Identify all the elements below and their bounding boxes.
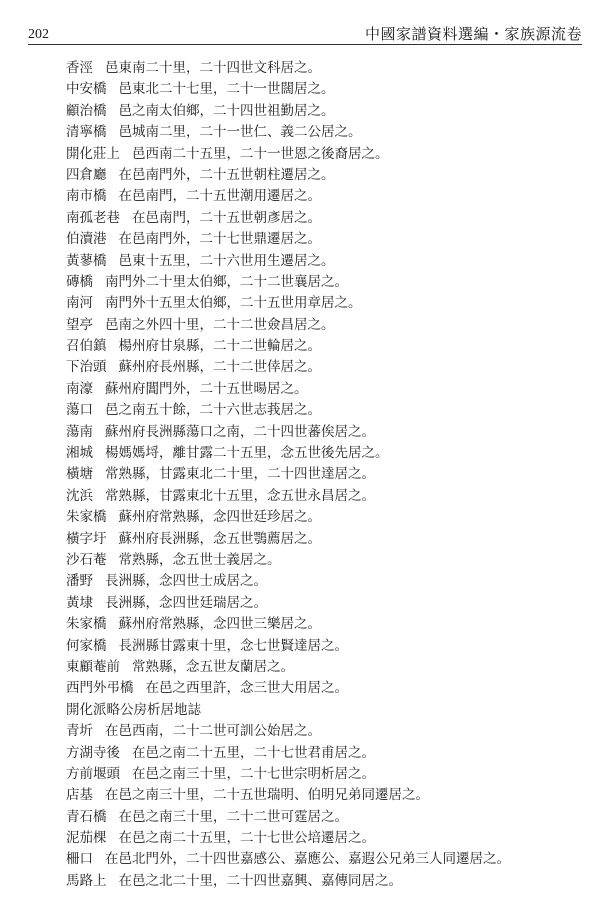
place-name: 何家橋	[66, 637, 107, 654]
list-item	[66, 357, 576, 378]
place-name: 泥茄棵	[66, 830, 107, 847]
list-item	[66, 443, 576, 464]
place-description: 長洲縣，念四世廷瑞居之。	[105, 594, 267, 611]
list-item	[66, 186, 576, 207]
place-description: 蘇州府閶門外，二十五世暘居之。	[105, 380, 308, 397]
place-name: 南孤老巷	[66, 209, 120, 226]
page-body	[66, 58, 576, 892]
list-item	[66, 422, 576, 443]
list-item	[66, 721, 576, 742]
place-description: 邑東北二十七里，二十一世闊居之。	[118, 81, 335, 98]
place-description: 常熟縣，甘露東北二十里，二十四世達居之。	[105, 466, 375, 483]
list-item	[66, 785, 576, 806]
list-item	[66, 122, 576, 143]
list-item	[66, 58, 576, 79]
list-item	[66, 636, 576, 657]
place-name: 四倉廳	[66, 166, 107, 183]
place-name: 方湖寺後	[66, 744, 120, 761]
list-item	[66, 101, 576, 122]
section-heading: 開化派略公房析居地誌	[66, 701, 201, 718]
place-name: 召伯鎮	[66, 338, 107, 355]
section-entries-list	[66, 721, 576, 892]
place-description: 在邑北門外，二十四世嘉感公、嘉應公、嘉遐公兄弟三人同遷居之。	[105, 851, 510, 868]
place-description: 蘇州府長洲縣蕩口之南，二十四世蕃俟居之。	[105, 423, 375, 440]
running-title: 中國家譜資料選編・家族源流卷	[364, 25, 582, 43]
place-description: 在邑西南，二十二世可訓公始居之。	[105, 723, 321, 740]
place-name: 方前堰頭	[66, 765, 120, 782]
place-description: 常熟縣，念五世友蘭居之。	[132, 658, 294, 675]
place-description: 邑東十五里，二十六世用生遷居之。	[118, 252, 335, 269]
page-header	[28, 18, 582, 42]
place-description: 長洲縣甘露東十里，念七世賢達居之。	[118, 637, 348, 654]
list-item	[66, 550, 576, 571]
place-name: 清寧橋	[66, 124, 107, 141]
list-item	[66, 849, 576, 870]
list-item	[66, 529, 576, 550]
place-name: 黃埭	[66, 594, 93, 611]
list-item	[66, 379, 576, 400]
place-name: 青石橋	[66, 808, 107, 825]
place-description: 在邑南門，二十五世朝彥居之。	[132, 209, 321, 226]
place-name: 下治頭	[66, 359, 107, 376]
place-description: 邑南之外四十里，二十二世僉昌居之。	[105, 316, 335, 333]
place-description: 蘇州府常熟縣，念四世三樂居之。	[118, 616, 321, 633]
place-name: 馬路上	[66, 872, 107, 889]
list-item	[66, 828, 576, 849]
place-description: 蘇州府常熟縣，念四世廷珍居之。	[118, 509, 321, 526]
list-item	[66, 464, 576, 485]
place-name: 湘城	[66, 445, 93, 462]
place-name: 磚橋	[66, 273, 93, 290]
list-item	[66, 507, 576, 528]
list-item	[66, 614, 576, 635]
place-description: 在邑之南三十里，二十七世宗明析居之。	[132, 765, 375, 782]
place-name: 沈浜	[66, 487, 93, 504]
place-description: 在邑南門，二十五世潮用遷居之。	[118, 188, 321, 205]
list-item	[66, 208, 576, 229]
list-item	[66, 400, 576, 421]
list-item	[66, 807, 576, 828]
place-name: 蕩南	[66, 423, 93, 440]
list-item	[66, 678, 576, 699]
place-name: 西門外弔橋	[66, 680, 134, 697]
place-description: 蘇州府長洲縣，念五世鶚薦居之。	[118, 530, 321, 547]
place-description: 蘇州府長州縣，二十二世倖居之。	[118, 359, 321, 376]
list-item	[66, 657, 576, 678]
place-name: 柵口	[66, 851, 93, 868]
place-name: 朱家橋	[66, 616, 107, 633]
place-description: 常熟縣，念五世士義居之。	[118, 551, 281, 568]
place-name: 開化莊上	[66, 145, 120, 162]
place-description: 在邑之北二十里，二十四世嘉興、嘉傳同居之。	[118, 872, 402, 889]
place-name: 蕩口	[66, 402, 93, 419]
place-description: 邑西南二十五里，二十一世恩之後裔居之。	[132, 145, 389, 162]
place-description: 在邑之南三十里，二十二世可霆居之。	[118, 808, 348, 825]
place-description: 在邑之南三十里，二十五世瑞明、伯明兄弟同遷居之。	[105, 787, 429, 804]
list-item	[66, 743, 576, 764]
entries-list	[66, 58, 576, 700]
place-description: 楊州府甘泉縣，二十二世輪居之。	[118, 338, 321, 355]
place-description: 在邑之西里許，念三世大用居之。	[145, 680, 348, 697]
place-name: 南濠	[66, 380, 93, 397]
list-item	[66, 229, 576, 250]
place-name: 沙石菴	[66, 551, 107, 568]
place-description: 楊媽媽埒，離甘露二十五里，念五世後先居之。	[105, 445, 389, 462]
list-item	[66, 871, 576, 892]
place-description: 在邑南門外，二十七世鼎遷居之。	[118, 231, 321, 248]
place-description: 南門外十五里太伯鄉，二十五世用章居之。	[105, 295, 362, 312]
list-item	[66, 571, 576, 592]
place-name: 中安橋	[66, 81, 107, 98]
place-name: 橫塘	[66, 466, 93, 483]
place-name: 潘野	[66, 573, 93, 590]
place-description: 邑東南二十里，二十四世文科居之。	[105, 60, 321, 76]
list-item	[66, 272, 576, 293]
list-item	[66, 764, 576, 785]
place-name: 顧治橋	[66, 102, 107, 119]
place-name: 東顧菴前	[66, 658, 120, 675]
place-name: 望亭	[66, 316, 93, 333]
page-number: 202	[28, 27, 49, 42]
place-description: 常熟縣，甘露東北十五里，念五世永昌居之。	[105, 487, 375, 504]
list-item	[66, 293, 576, 314]
place-name: 橫字圩	[66, 530, 107, 547]
list-item	[66, 486, 576, 507]
place-description: 南門外二十里太伯鄉，二十二世襄居之。	[105, 273, 348, 290]
list-item	[66, 336, 576, 357]
place-name: 青圻	[66, 723, 93, 740]
place-description: 在邑南門外，二十五世朝柱遷居之。	[118, 166, 335, 183]
place-description: 在邑之南二十五里，二十七世公培遷居之。	[118, 830, 375, 847]
list-item	[66, 251, 576, 272]
place-name: 朱家橋	[66, 509, 107, 526]
list-item	[66, 144, 576, 165]
list-item	[66, 79, 576, 100]
place-name: 店基	[66, 787, 93, 804]
header-rule	[28, 44, 582, 45]
list-item	[66, 165, 576, 186]
place-name: 黃蓼橋	[66, 252, 107, 269]
place-description: 邑城南二里，二十一世仁、義二公居之。	[118, 124, 362, 141]
list-item	[66, 593, 576, 614]
place-name: 伯瀆港	[66, 231, 107, 248]
place-description: 長洲縣，念四世士成居之。	[105, 573, 267, 590]
place-description: 邑之南五十餘，二十六世志莪居之。	[105, 402, 321, 419]
place-description: 在邑之南二十五里，二十七世君甫居之。	[132, 744, 375, 761]
place-name: 香涇	[66, 60, 93, 76]
place-description: 邑之南太伯鄉，二十四世祖勤居之。	[118, 102, 335, 119]
list-item	[66, 315, 576, 336]
place-name: 南河	[66, 295, 93, 312]
place-name: 南市橋	[66, 188, 107, 205]
